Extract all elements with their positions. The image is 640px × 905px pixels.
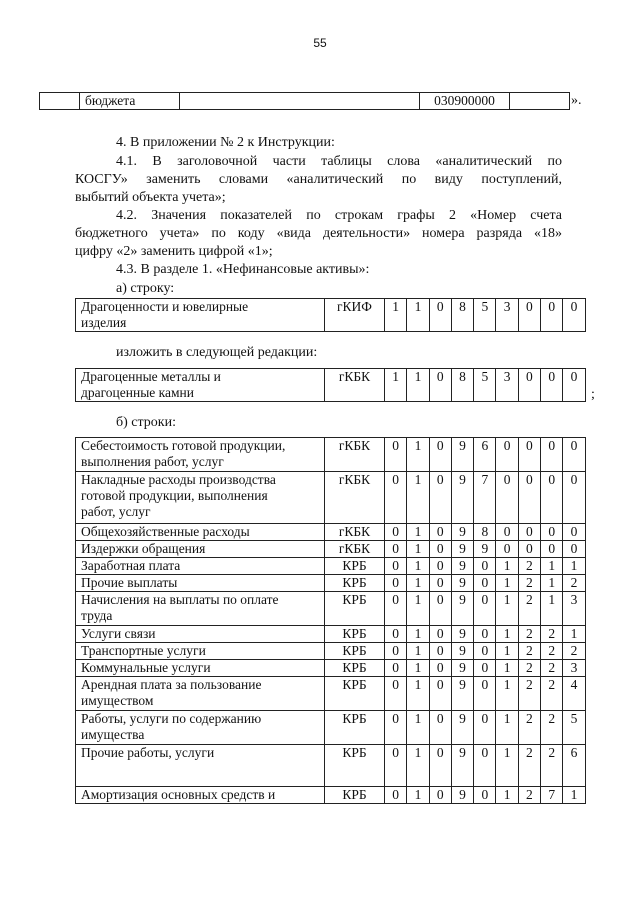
digit-cell: 2 (518, 660, 540, 677)
digit-cell: 0 (385, 541, 407, 558)
digit-cell: 0 (385, 575, 407, 592)
table-row (76, 745, 586, 787)
digit-cell: 1 (407, 660, 429, 677)
table-row (76, 660, 586, 677)
digit-cell: 2 (518, 787, 540, 804)
table-row (76, 592, 586, 626)
table-row (76, 369, 586, 402)
digit-cell: 3 (563, 592, 585, 626)
digit-cell: 0 (385, 787, 407, 804)
digit-cell: 2 (563, 643, 585, 660)
top-row-table (39, 92, 570, 110)
top-row-text: бюджета (80, 93, 180, 110)
b-label: б) строки: (116, 415, 176, 430)
row-name: Общехозяйственные расходы (76, 524, 325, 541)
digit-cell: 0 (563, 369, 585, 402)
row-code: КРБ (325, 558, 385, 575)
row-code: КРБ (325, 745, 385, 787)
row-name: Издержки обращения (76, 541, 325, 558)
digit-cell: 1 (496, 711, 518, 745)
row-name: Арендная плата за пользование имуществом (76, 677, 325, 711)
row-name: Коммунальные услуги (76, 660, 325, 677)
digit-cell: 1 (496, 575, 518, 592)
digit-cell: 0 (429, 711, 451, 745)
digit-cell: 0 (496, 438, 518, 472)
digit-cell: 9 (451, 558, 473, 575)
digit-cell: 4 (563, 677, 585, 711)
digit-cell: 1 (407, 369, 429, 402)
digit-cell: 1 (496, 745, 518, 787)
table-row (76, 575, 586, 592)
digit-cell: 1 (407, 711, 429, 745)
digit-cell: 0 (429, 524, 451, 541)
digit-cell: 1 (496, 643, 518, 660)
table-row (76, 677, 586, 711)
digit-cell: 0 (518, 541, 540, 558)
row-code: КРБ (325, 592, 385, 626)
row-name: Прочие выплаты (76, 575, 325, 592)
replace-text: изложить в следующей редакции: (116, 345, 318, 360)
p41-line-2: КОСГУ» заменить словами «аналитический по виду поступлений, (75, 172, 562, 187)
digit-cell: 8 (474, 524, 496, 541)
section-4-title: 4. В приложении № 2 к Инструкции: (116, 135, 335, 150)
digit-cell: 0 (518, 299, 540, 332)
digit-cell: 3 (496, 369, 518, 402)
digit-cell: 2 (518, 643, 540, 660)
digit-cell: 9 (451, 541, 473, 558)
digit-cell: 9 (451, 745, 473, 787)
page-number: 55 (313, 36, 327, 50)
top-row-code: 030900000 (420, 93, 510, 110)
p43-line: 4.3. В разделе 1. «Нефинансовые активы»: (116, 262, 370, 277)
digit-cell: 0 (429, 558, 451, 575)
digit-cell: 0 (563, 524, 585, 541)
top-row-blank-cell (510, 93, 570, 110)
digit-cell: 0 (385, 745, 407, 787)
digit-cell: 1 (407, 438, 429, 472)
digit-cell: 9 (451, 643, 473, 660)
digit-cell: 3 (563, 660, 585, 677)
row-name: Накладные расходы производства готовой продукции, выполнения работ, услуг (76, 472, 325, 524)
table-b1-tail: ; (591, 387, 595, 402)
digit-cell: 9 (451, 575, 473, 592)
digit-cell: 0 (429, 677, 451, 711)
digit-cell: 2 (541, 745, 563, 787)
table-row (76, 299, 586, 332)
digit-cell: 1 (385, 299, 407, 332)
row-code: КРБ (325, 575, 385, 592)
digit-cell: 1 (541, 558, 563, 575)
digit-cell: 0 (541, 472, 563, 524)
digit-cell: 0 (541, 541, 563, 558)
top-row-closing: ». (571, 93, 582, 108)
table-row (76, 472, 586, 524)
digit-cell: 0 (385, 711, 407, 745)
digit-cell: 2 (518, 558, 540, 575)
digit-cell: 1 (496, 677, 518, 711)
table-row (76, 541, 586, 558)
digit-cell: 0 (518, 472, 540, 524)
p42-line-1: 4.2. Значения показателей по строкам графы 2 «Номер счета (116, 208, 562, 223)
digit-cell: 5 (474, 369, 496, 402)
digit-cell: 0 (474, 575, 496, 592)
digit-cell: 1 (407, 472, 429, 524)
table-b1 (75, 368, 586, 402)
digit-cell: 1 (407, 592, 429, 626)
digit-cell: 1 (496, 787, 518, 804)
row-code: гКБК (325, 524, 385, 541)
digit-cell: 2 (518, 592, 540, 626)
digit-cell: 0 (385, 660, 407, 677)
row-code: КРБ (325, 643, 385, 660)
digit-cell: 0 (429, 660, 451, 677)
digit-cell: 0 (563, 472, 585, 524)
digit-cell: 0 (474, 745, 496, 787)
table-a (75, 298, 586, 332)
digit-cell: 0 (429, 575, 451, 592)
digit-cell: 9 (451, 524, 473, 541)
table-row (76, 524, 586, 541)
row-code: гКИФ (325, 299, 385, 332)
digit-cell: 1 (407, 299, 429, 332)
digit-cell: 2 (518, 575, 540, 592)
digit-cell: 0 (518, 524, 540, 541)
digit-cell: 2 (518, 745, 540, 787)
digit-cell: 1 (563, 626, 585, 643)
p41-line-1: 4.1. В заголовочной части таблицы слова «аналитический по (116, 154, 562, 169)
digit-cell: 1 (496, 592, 518, 626)
digit-cell: 0 (474, 643, 496, 660)
digit-cell: 6 (474, 438, 496, 472)
digit-cell: 0 (429, 592, 451, 626)
digit-cell: 0 (474, 677, 496, 711)
digit-cell: 9 (451, 472, 473, 524)
digit-cell: 1 (407, 745, 429, 787)
digit-cell: 0 (474, 711, 496, 745)
digit-cell: 0 (385, 558, 407, 575)
digit-cell: 1 (563, 787, 585, 804)
digit-cell: 0 (385, 438, 407, 472)
digit-cell: 1 (407, 541, 429, 558)
table-b2 (75, 437, 586, 804)
digit-cell: 0 (429, 299, 451, 332)
digit-cell: 0 (496, 472, 518, 524)
digit-cell: 9 (451, 711, 473, 745)
row-code: гКБК (325, 541, 385, 558)
digit-cell: 0 (518, 438, 540, 472)
row-name: Транспортные услуги (76, 643, 325, 660)
table-row (76, 438, 586, 472)
digit-cell: 1 (496, 660, 518, 677)
row-code: КРБ (325, 787, 385, 804)
digit-cell: 0 (429, 541, 451, 558)
digit-cell: 1 (541, 575, 563, 592)
digit-cell: 1 (563, 558, 585, 575)
top-row-blank-cell (180, 93, 420, 110)
digit-cell: 0 (496, 541, 518, 558)
p42-line-3: цифру «2» заменить цифрой «1»; (75, 244, 273, 259)
digit-cell: 0 (429, 745, 451, 787)
digit-cell: 3 (496, 299, 518, 332)
digit-cell: 0 (429, 626, 451, 643)
table-row (76, 643, 586, 660)
digit-cell: 8 (451, 369, 473, 402)
digit-cell: 0 (474, 626, 496, 643)
table-row (76, 626, 586, 643)
digit-cell: 5 (563, 711, 585, 745)
digit-cell: 2 (541, 643, 563, 660)
digit-cell: 1 (407, 524, 429, 541)
digit-cell: 1 (407, 626, 429, 643)
row-code: КРБ (325, 660, 385, 677)
row-name: Себестоимость готовой продукции, выполнения работ, услуг (76, 438, 325, 472)
row-code: гКБК (325, 472, 385, 524)
digit-cell: 2 (541, 677, 563, 711)
p42-line-2: бюджетного учета» по коду «вида деятельности» номера разряда «18» (75, 226, 562, 241)
digit-cell: 1 (385, 369, 407, 402)
digit-cell: 0 (474, 787, 496, 804)
digit-cell: 9 (451, 677, 473, 711)
digit-cell: 7 (541, 787, 563, 804)
digit-cell: 7 (474, 472, 496, 524)
digit-cell: 0 (474, 558, 496, 575)
table-row (76, 787, 586, 804)
digit-cell: 1 (407, 575, 429, 592)
digit-cell: 2 (518, 626, 540, 643)
row-name: Амортизация основных средств и (76, 787, 325, 804)
digit-cell: 0 (429, 438, 451, 472)
digit-cell: 1 (496, 626, 518, 643)
digit-cell: 0 (385, 524, 407, 541)
digit-cell: 9 (451, 438, 473, 472)
digit-cell: 1 (407, 643, 429, 660)
digit-cell: 0 (541, 299, 563, 332)
row-code: гКБК (325, 369, 385, 402)
table-row (76, 558, 586, 575)
digit-cell: 9 (451, 592, 473, 626)
digit-cell: 0 (563, 299, 585, 332)
digit-cell: 1 (407, 558, 429, 575)
digit-cell: 0 (385, 643, 407, 660)
digit-cell: 2 (518, 677, 540, 711)
digit-cell: 8 (451, 299, 473, 332)
a-label: а) строку: (116, 281, 175, 296)
digit-cell: 0 (563, 438, 585, 472)
digit-cell: 0 (541, 369, 563, 402)
digit-cell: 0 (429, 369, 451, 402)
top-row-blank-cell (40, 93, 80, 110)
digit-cell: 0 (429, 643, 451, 660)
digit-cell: 0 (541, 438, 563, 472)
row-name: Прочие работы, услуги (76, 745, 325, 787)
digit-cell: 0 (385, 626, 407, 643)
digit-cell: 0 (518, 369, 540, 402)
digit-cell: 0 (541, 524, 563, 541)
digit-cell: 2 (563, 575, 585, 592)
digit-cell: 2 (541, 711, 563, 745)
p41-line-3: выбытий объекта учета»; (75, 190, 226, 205)
digit-cell: 1 (407, 787, 429, 804)
digit-cell: 2 (541, 660, 563, 677)
digit-cell: 1 (407, 677, 429, 711)
digit-cell: 9 (451, 626, 473, 643)
digit-cell: 0 (385, 592, 407, 626)
digit-cell: 9 (451, 787, 473, 804)
row-name: Заработная плата (76, 558, 325, 575)
digit-cell: 0 (563, 541, 585, 558)
digit-cell: 0 (429, 787, 451, 804)
digit-cell: 0 (385, 472, 407, 524)
digit-cell: 0 (474, 660, 496, 677)
digit-cell: 1 (496, 558, 518, 575)
digit-cell: 9 (451, 660, 473, 677)
row-name: Начисления на выплаты по оплате труда (76, 592, 325, 626)
digit-cell: 2 (518, 711, 540, 745)
digit-cell: 0 (496, 524, 518, 541)
row-code: гКБК (325, 438, 385, 472)
row-code: КРБ (325, 626, 385, 643)
digit-cell: 5 (474, 299, 496, 332)
row-name: Услуги связи (76, 626, 325, 643)
digit-cell: 1 (541, 592, 563, 626)
row-code: КРБ (325, 677, 385, 711)
row-name: Работы, услуги по содержанию имущества (76, 711, 325, 745)
digit-cell: 2 (541, 626, 563, 643)
row-code: КРБ (325, 711, 385, 745)
table-row (76, 711, 586, 745)
digit-cell: 0 (385, 677, 407, 711)
row-name: Драгоценные металлы и драгоценные камни (76, 369, 325, 402)
digit-cell: 9 (474, 541, 496, 558)
digit-cell: 6 (563, 745, 585, 787)
digit-cell: 0 (429, 472, 451, 524)
row-name: Драгоценности и ювелирные изделия (76, 299, 325, 332)
digit-cell: 0 (474, 592, 496, 626)
